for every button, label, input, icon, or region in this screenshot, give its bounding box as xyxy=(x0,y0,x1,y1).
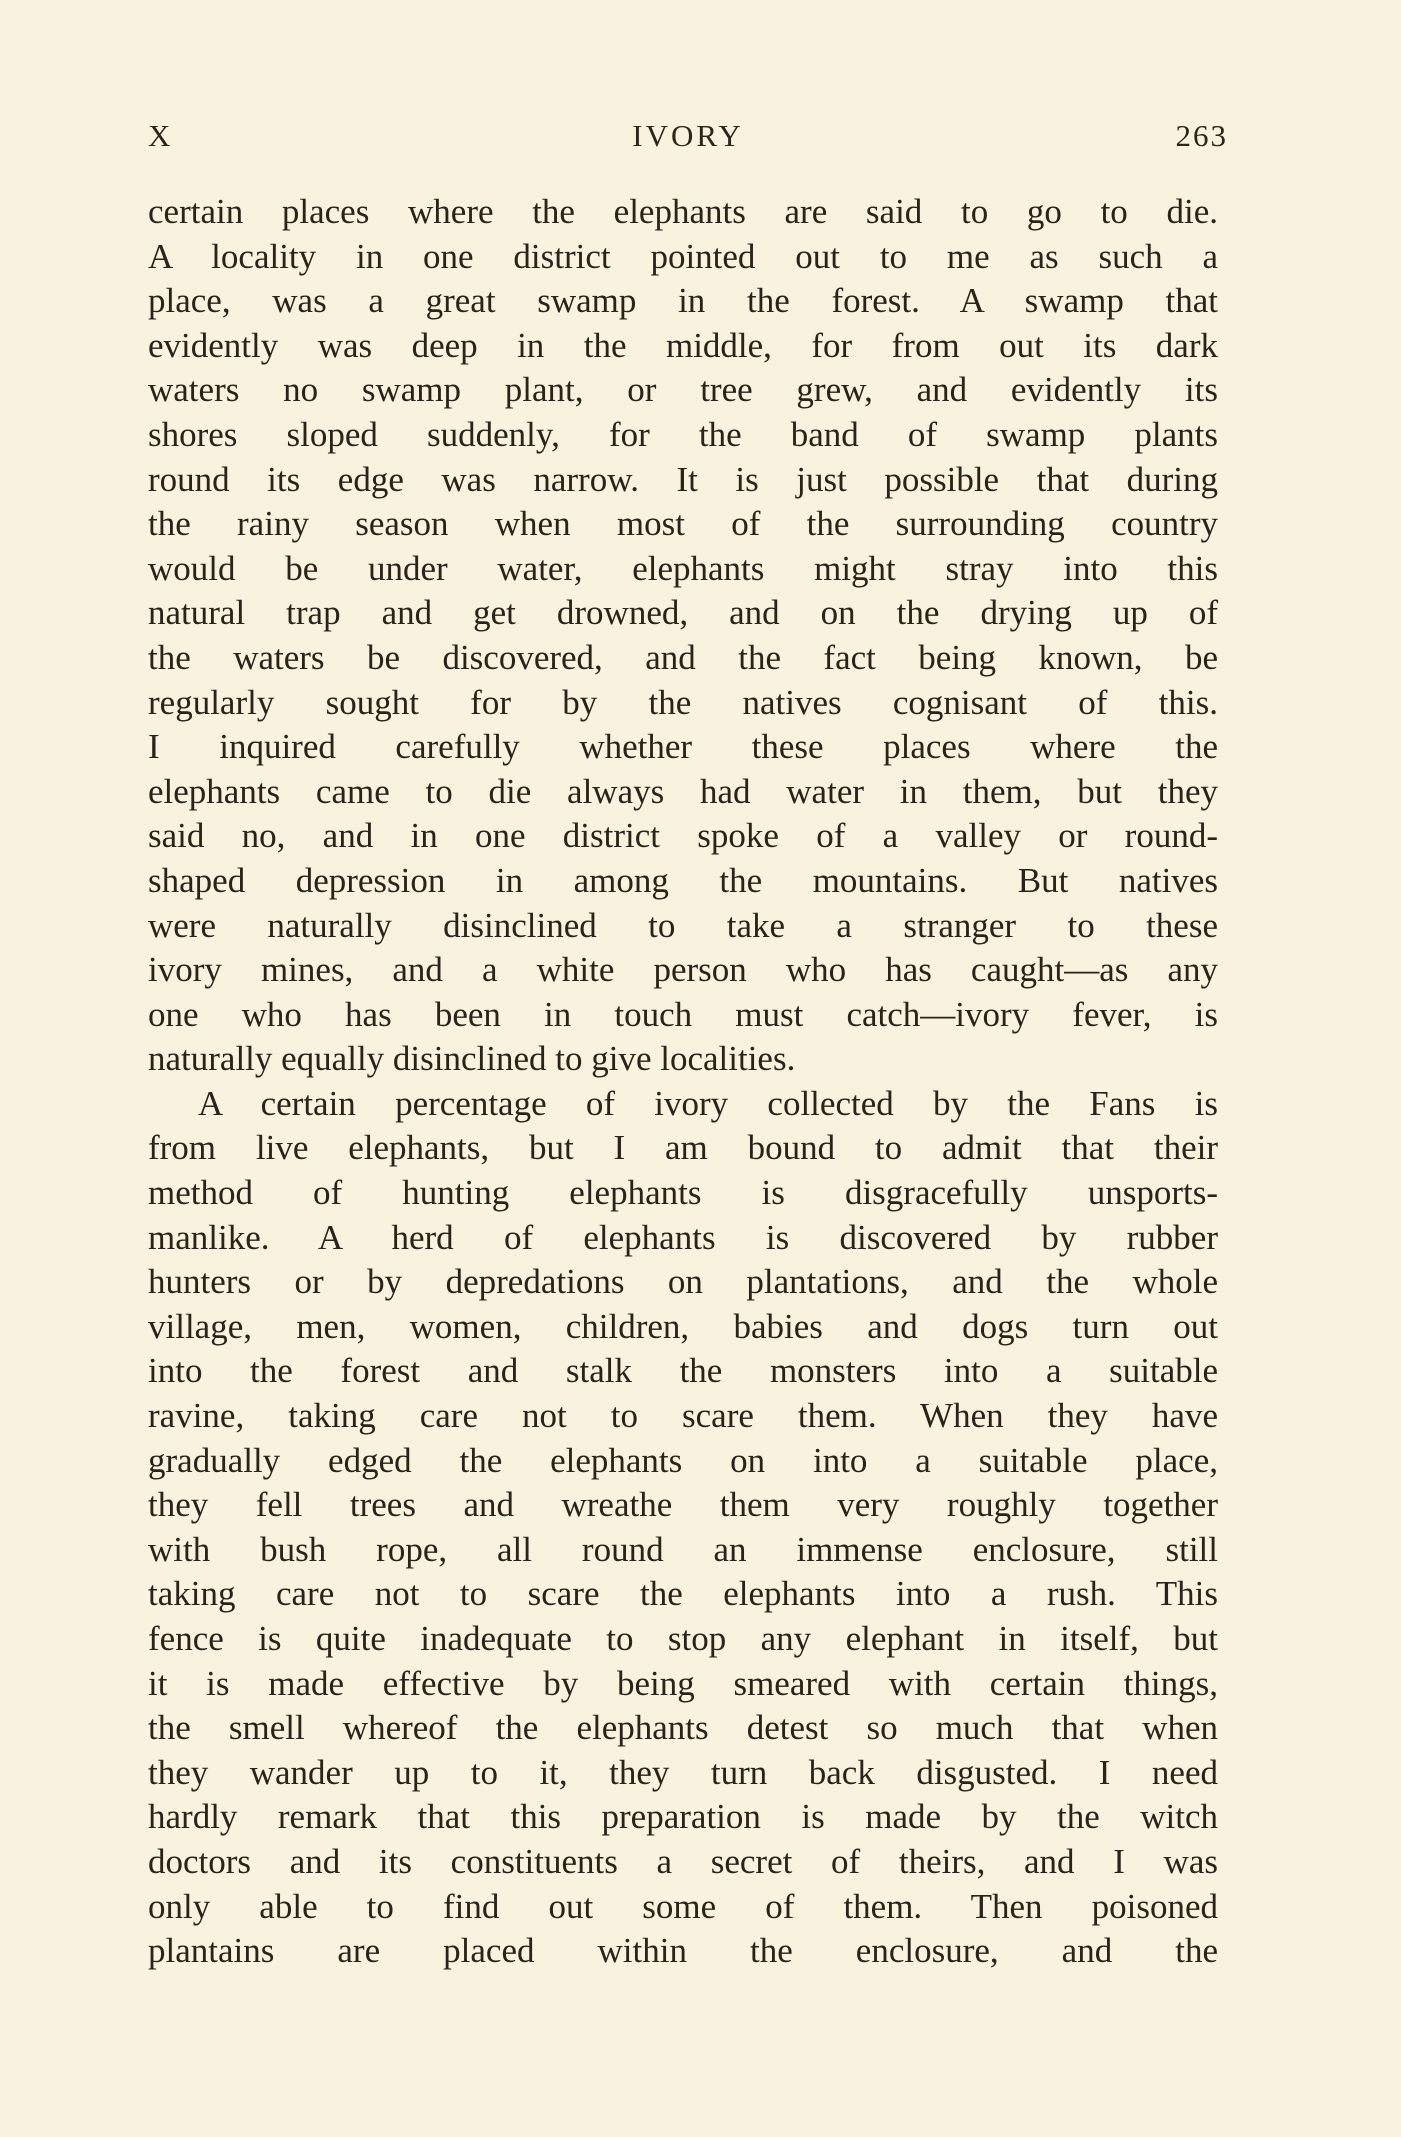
text-line: the rainy season when most of the surrounding country xyxy=(148,504,1218,544)
body-text xyxy=(148,190,1218,1974)
text-line: A locality in one district pointed out to me as such a xyxy=(148,236,1218,276)
text-line: certain places where the elephants are said to go to die. xyxy=(148,192,1218,231)
page-number: 263 xyxy=(1175,118,1228,153)
text-line: taking care not to scare the elephants into a rush. This xyxy=(148,1574,1218,1614)
text-line: shores sloped suddenly, for the band of swamp plants xyxy=(148,414,1218,454)
text-line: one who has been in touch must catch—ivory fever, is xyxy=(148,994,1218,1034)
chapter-numeral: X xyxy=(148,118,173,153)
text-line: natural trap and get drowned, and on the drying up of xyxy=(148,593,1218,633)
text-line: hardly remark that this preparation is made by the witch xyxy=(148,1797,1218,1837)
text-line: the smell whereof the elephants detest so much that when xyxy=(148,1708,1218,1748)
text-line: ivory mines, and a white person who has caught—as any xyxy=(148,950,1218,990)
text-line: plantains are placed within the enclosure, and the xyxy=(148,1931,1218,1971)
text-line: only able to find out some of them. Then poisoned xyxy=(148,1886,1218,1926)
text-line: from live elephants, but I am bound to admit that their xyxy=(148,1128,1218,1168)
text-line: fence is quite inadequate to stop any elephant in itself, but xyxy=(148,1619,1218,1658)
text-line: ravine, taking care not to scare them. When they have xyxy=(148,1396,1218,1436)
text-line: manlike. A herd of elephants is discovered by rubber xyxy=(148,1217,1218,1257)
text-line: method of hunting elephants is disgracefully unsports- xyxy=(148,1173,1218,1213)
text-line: waters no swamp plant, or tree grew, and evidently its xyxy=(148,370,1218,410)
text-line: they fell trees and wreathe them very roughly together xyxy=(148,1485,1218,1525)
text-line: shaped depression in among the mountains. But natives xyxy=(148,860,1218,900)
text-line: into the forest and stalk the monsters into a suitable xyxy=(148,1351,1218,1391)
text-line: they wander up to it, they turn back disgusted. I need xyxy=(148,1752,1218,1792)
text-line: evidently was deep in the middle, for from out its dark xyxy=(148,325,1218,365)
text-line: village, men, women, children, babies and dogs turn out xyxy=(148,1306,1218,1346)
text-line: hunters or by depredations on plantations, and the whole xyxy=(148,1262,1218,1302)
text-line: I inquired carefully whether these places where the xyxy=(148,727,1218,767)
text-line: the waters be discovered, and the fact being known, be xyxy=(148,637,1218,677)
text-line: it is made effective by being smeared with certain things, xyxy=(148,1663,1218,1703)
text-line: elephants came to die always had water in them, but they xyxy=(148,771,1218,811)
text-line: said no, and in one district spoke of a valley or round- xyxy=(148,816,1218,856)
text-line: doctors and its constituents a secret of theirs, and I was xyxy=(148,1841,1218,1881)
text-line: would be under water, elephants might stray into this xyxy=(148,548,1218,588)
text-line: were naturally disinclined to take a stranger to these xyxy=(148,905,1218,945)
text-line: gradually edged the elephants on into a suitable place, xyxy=(148,1440,1218,1480)
text-line: regularly sought for by the natives cognisant of this. xyxy=(148,682,1218,722)
running-title: IVORY xyxy=(632,118,744,153)
text-line: with bush rope, all round an immense enclosure, still xyxy=(148,1529,1218,1569)
running-header xyxy=(148,118,1228,160)
text-line: A certain percentage of ivory collected by the Fans is xyxy=(198,1083,1218,1123)
text-line: naturally equally disinclined to give localities. xyxy=(148,1039,796,1079)
text-line: place, was a great swamp in the forest. A swamp that xyxy=(148,281,1218,321)
text-line: round its edge was narrow. It is just possible that during xyxy=(148,459,1218,499)
